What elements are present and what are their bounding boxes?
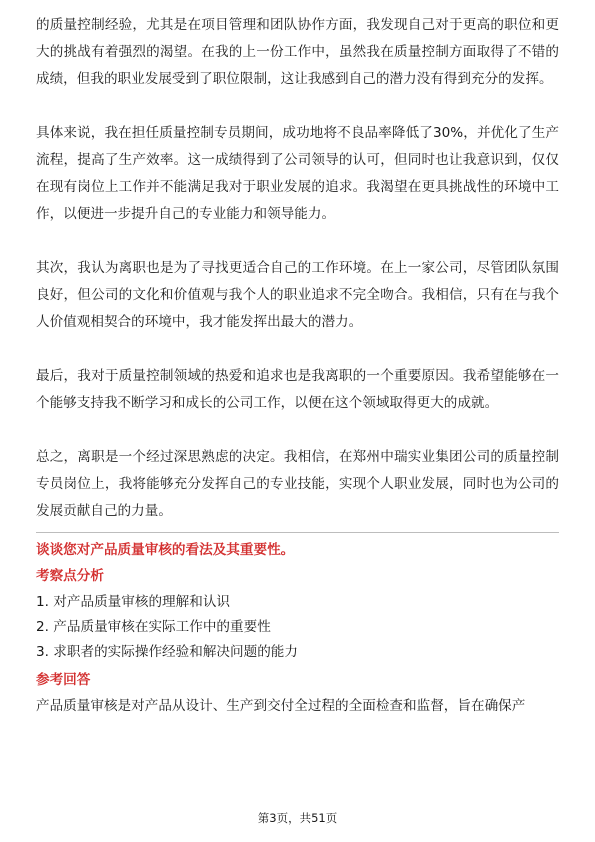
list-item: 3. 求职者的实际操作经验和解决问题的能力 bbox=[36, 644, 298, 660]
paragraph-gap bbox=[36, 228, 559, 255]
list-item: 2. 产品质量审核在实际工作中的重要性 bbox=[36, 619, 271, 635]
interview-question: 谈谈您对产品质量审核的看法及其重要性。 bbox=[36, 542, 295, 558]
analysis-list bbox=[36, 590, 559, 665]
section-divider bbox=[36, 532, 559, 533]
analysis-heading: 考察点分析 bbox=[36, 568, 104, 584]
paragraph-gap bbox=[36, 336, 559, 363]
paragraph-2: 具体来说，我在担任质量控制专员期间，成功地将不良品率降低了30%，并优化了生产流程，提高了生产效率。这一成绩得到了公司领导的认可，但同时也让我意识到，仅仅在现有岗位上工作并不能满足我对于职业发展的追求。我渴望在更具挑战性的环境中工作，以便进一步提升自己的专业能力和领导能力。 bbox=[36, 125, 559, 222]
reference-answer: 产品质量审核是对产品从设计、生产到交付全过程的全面检查和监督，旨在确保产 bbox=[36, 698, 526, 714]
paragraph-1: 的质量控制经验，尤其是在项目管理和团队协作方面，我发现自己对于更高的职位和更大的挑战有着强烈的渴望。在我的上一份工作中，虽然我在质量控制方面取得了不错的成绩，但我的职业发展受到了职位限制，这让我感到自己的潜力没有得到充分的发挥。 bbox=[36, 17, 559, 87]
paragraph-5: 总之，离职是一个经过深思熟虑的决定。我相信，在郑州中瑞实业集团公司的质量控制专员岗位上，我将能够充分发挥自己的专业技能，实现个人职业发展，同时也为公司的发展贡献自己的力量。 bbox=[36, 449, 559, 519]
list-item: 1. 对产品质量审核的理解和认识 bbox=[36, 594, 231, 610]
paragraph-gap bbox=[36, 93, 559, 120]
page-content bbox=[36, 12, 559, 718]
page-footer: 第3页，共51页 bbox=[257, 811, 338, 825]
reference-heading: 参考回答 bbox=[36, 672, 91, 688]
paragraph-4: 最后，我对于质量控制领域的热爱和追求也是我离职的一个重要原因。我希望能够在一个能够支持我不断学习和成长的公司工作，以便在这个领域取得更大的成就。 bbox=[36, 368, 559, 411]
paragraph-3: 其次，我认为离职也是为了寻找更适合自己的工作环境。在上一家公司，尽管团队氛围良好，但公司的文化和价值观与我个人的职业追求不完全吻合。我相信，只有在与我个人价值观相契合的环境中，我才能发挥出最大的潜力。 bbox=[36, 260, 559, 330]
paragraph-gap bbox=[36, 417, 559, 444]
